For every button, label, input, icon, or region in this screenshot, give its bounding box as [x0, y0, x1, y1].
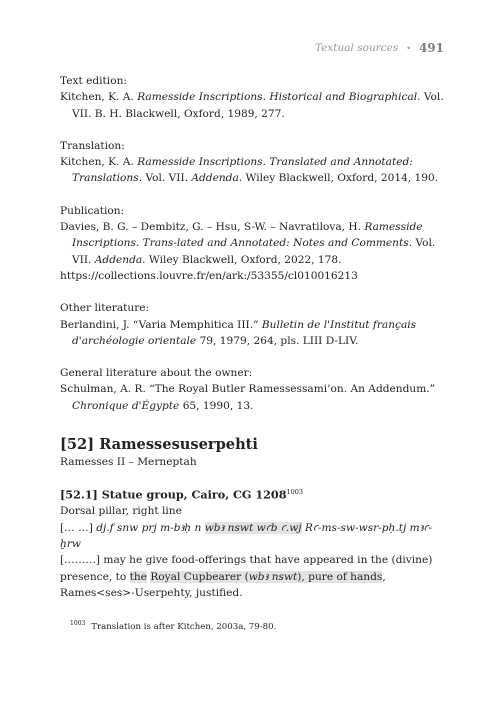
publication-url[interactable]: https://collections.louvre.fr/en/ark:/53355/cl010016213 [60, 269, 358, 282]
running-header [315, 41, 444, 55]
footnote-text: Translation is after Kitchen, 2003a, 79-80. [91, 621, 277, 632]
general-literature-reference: Schulman, A. R. “The Royal Butler Ramessessami’on. An Addendum.” Chronique d'Égypte 65, 1990, 13. [60, 383, 436, 412]
footnote [70, 618, 450, 633]
publication-reference: Davies, B. G. – Dembitz, G. – Hsu, S-W. – Navratilova, H. Ramesside Inscriptions. Trans-lated and Annotated: Notes and Comments. Vol. VII. Addenda. Wiley Blackwell, Oxford, 2022, 178. [60, 221, 436, 266]
page-number: 491 [418, 41, 444, 55]
other-literature-block [60, 300, 448, 349]
item-location: Dorsal pillar, right line [60, 505, 182, 518]
running-title: Textual sources [314, 42, 399, 54]
text-edition-reference: Kitchen, K. A. Ramesside Inscriptions. Historical and Biographical. Vol. VII. B. H. Blackwell, Oxford, 1989, 277. [60, 91, 444, 120]
section-title: [52] Ramessesuserpehti [60, 436, 258, 454]
text-edition-block [60, 73, 448, 122]
general-literature-block [60, 365, 448, 414]
translation-reference: Kitchen, K. A. Ramesside Inscriptions. Translated and Annotated: Translations. Vol. VII. Addenda. Wiley Blackwell, Oxford, 2014, 190. [60, 156, 439, 185]
item-title: [52.1] Statue group, Cairo, CG $1208^{1003}$ [60, 488, 304, 503]
general-literature-label: General literature about the owner: [60, 367, 253, 380]
publication-label: Publication: [60, 204, 125, 217]
publication-block [60, 203, 448, 284]
other-literature-label: Other literature: [60, 302, 150, 315]
translation-label: Translation: [60, 139, 125, 152]
highlighted-text: the [129, 570, 147, 583]
highlighted-transliteration: wbꜣ nswt wꜥb ꜥ.wj [204, 521, 302, 534]
translation-block [60, 138, 448, 187]
text-edition-label: Text edition: [60, 75, 127, 87]
item-transliteration: [… …] dj.f snw prj m-bꜣḥ n wbꜣ nswt wꜥb ꜥ.wj Rꜥ-ms-sw-wsr-pḥ.tj mꜣꜥ-ḫrw [60, 521, 433, 550]
footnote-marker[interactable]: 1003 [286, 488, 304, 497]
header-bullet: • [406, 43, 411, 53]
section-subtitle: Ramesses II – Merneptah [60, 456, 197, 469]
highlighted-text: Royal Cupbearer (wbꜣ nswt), pure of hands [150, 570, 383, 583]
item-translation: [………] may he give food-offerings that have appeared in the (divine) presence, to the Royal Cupbearer (wbꜣ nswt), pure of hands, Rames<ses>-Userpehty, justified. [60, 554, 433, 599]
footnote-number: 1003 [70, 620, 86, 627]
other-literature-reference: Berlandini, J. “Varia Memphitica III.” Bulletin de l'Institut français d'archéologie orientale 79, 1979, 264, pls. LIII D-LIV. [60, 318, 417, 347]
main-text [60, 73, 448, 601]
